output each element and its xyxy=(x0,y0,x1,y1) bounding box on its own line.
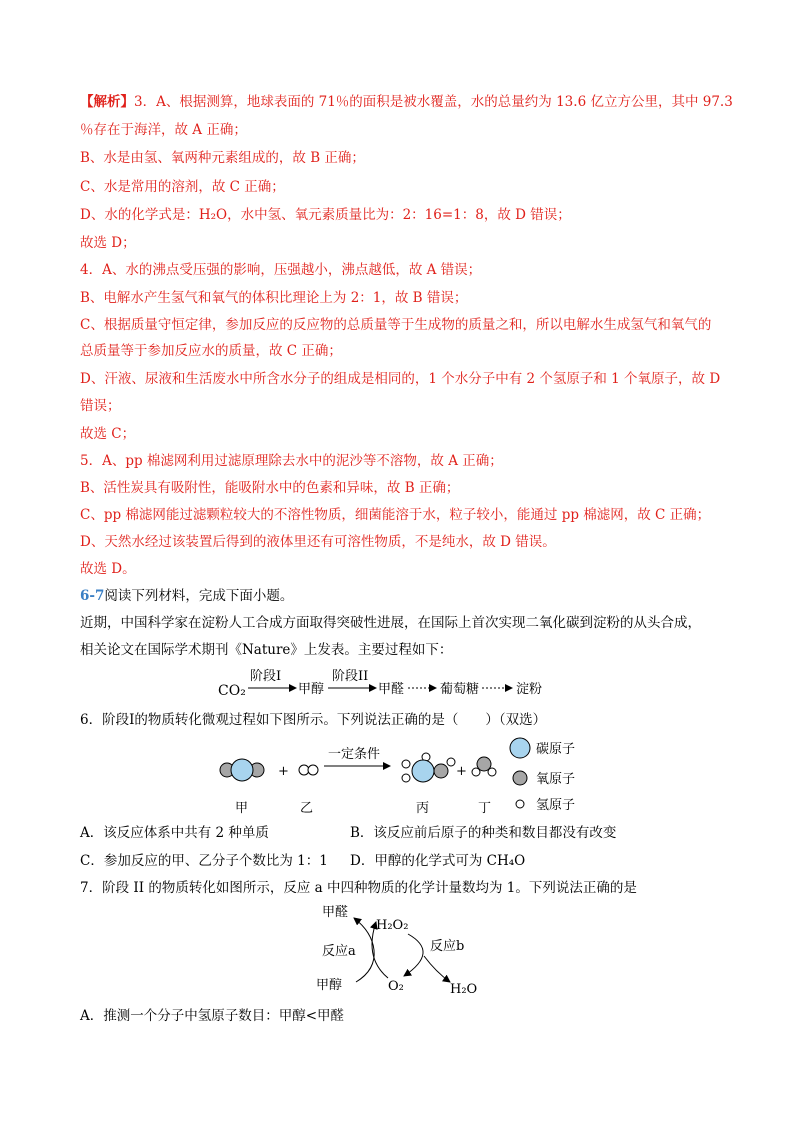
analysis-line-2: ％存在于海洋，故 A 正确； xyxy=(80,122,247,138)
process-co2: CO₂ xyxy=(218,683,246,699)
analysis-line-10: 总质量等于参加反应水的质量，故 C 正确； xyxy=(80,343,342,359)
oxygen-atom xyxy=(434,764,448,778)
label-bing: 丙 xyxy=(416,801,430,816)
analysis-label: 【解析】 xyxy=(80,94,134,110)
analysis-line-16: C、pp 棉滤网能过滤颗粒较大的不溶性物质，细菌能溶于水，粒子较小，能通过 pp 棉滤网，故 C 正确； xyxy=(80,507,711,523)
q6-option-d: D．甲醇的化学式可为 CH₄O xyxy=(350,853,526,869)
molecule-yi xyxy=(299,765,318,775)
cycle-formaldehyde: 甲醛 xyxy=(322,905,349,920)
question-6-7-para-2: 相关论文在国际学术期刊《Nature》上发表。主要过程如下： xyxy=(80,642,453,658)
cycle-reaction-b: 反应b xyxy=(430,939,465,954)
legend-carbon: 碳原子 xyxy=(536,742,576,757)
question-number: 6-7 xyxy=(80,588,105,604)
q7-option-a: A．推测一个分子中氢原子数目：甲醇<甲醛 xyxy=(80,1008,345,1024)
analysis-line-8: B、电解水产生氢气和氧气的体积比理论上为 2：1，故 B 错误； xyxy=(80,290,468,306)
legend xyxy=(510,738,575,813)
process-stage1-label: 阶段I xyxy=(250,669,282,684)
cycle-diagram xyxy=(300,900,500,1000)
q6-option-b: B．该反应前后原子的种类和数目都没有改变 xyxy=(350,825,617,841)
molecule-jia xyxy=(220,759,264,781)
label-yi: 乙 xyxy=(300,801,314,816)
molecule-ding xyxy=(472,757,496,776)
analysis-line-6: 故选 D； xyxy=(80,235,136,251)
analysis-line-14: 5．A、pp 棉滤网利用过滤原理除去水中的泥沙等不溶物，故 A 正确； xyxy=(80,453,503,469)
analysis-line-15: B、活性炭具有吸附性，能吸附水中的色素和异味，故 B 正确； xyxy=(80,480,460,496)
legend-oxygen-swatch xyxy=(513,771,527,785)
analysis-line-11: D、汗液、尿液和生活废水中所含水分子的组成是相同的，1 个水分子中有 2 个氢原子和 1 个氧原子，故 D xyxy=(80,371,721,387)
hydrogen-atom xyxy=(402,774,410,782)
process-starch: 淀粉 xyxy=(516,682,543,697)
analysis-line-12: 错误； xyxy=(80,398,121,414)
legend-hydrogen: 氢原子 xyxy=(536,798,576,813)
analysis-line-9: C、根据质量守恒定律，参加反应的反应物的总质量等于生成物的质量之和，所以电解水生成氢气和氧气的 xyxy=(80,317,712,333)
plus-sign-1: + xyxy=(278,764,289,779)
analysis-line-17: D、天然水经过该装置后得到的液体里还有可溶性物质，不是纯水，故 D 错误。 xyxy=(80,534,556,550)
oxygen-atom xyxy=(477,757,491,771)
plus-sign-2: + xyxy=(456,764,467,779)
legend-hydrogen-swatch xyxy=(516,800,524,808)
analysis-line-1: 【解析】3．A、根据测算，地球表面的 71％的面积是被水覆盖，水的总量约为 13.6 亿立方公里，其中 97.3 xyxy=(80,94,733,110)
process-methanol: 甲醇 xyxy=(298,682,325,697)
question-6-7-para-1: 近期，中国科学家在淀粉人工合成方面取得突破性进展，在国际上首次实现二氧化碳到淀粉的从头合成， xyxy=(80,615,701,631)
cycle-methanol: 甲醇 xyxy=(316,978,343,993)
process-diagram xyxy=(210,664,590,704)
hydrogen-atom xyxy=(402,760,410,768)
reaction-condition: 一定条件 xyxy=(328,747,381,762)
molecule-bing xyxy=(402,753,455,782)
reaction-a-arrow-1 xyxy=(354,918,374,982)
cycle-reaction-a: 反应a xyxy=(322,944,356,959)
molecule-diagram xyxy=(200,734,620,816)
analysis-line-13: 故选 C； xyxy=(80,426,136,442)
analysis-line-7: 4．A、水的沸点受压强的影响，压强越小，沸点越低，故 A 错误； xyxy=(80,262,482,278)
cycle-o2: O₂ xyxy=(388,979,404,994)
legend-carbon-swatch xyxy=(510,738,530,758)
label-ding: 丁 xyxy=(478,801,492,816)
q6-option-c: C．参加反应的甲、乙分子个数比为 1：1 xyxy=(80,853,328,869)
analysis-line-5: D、水的化学式是：H₂O，水中氢、氧元素质量比为：2：16=1：8，故 D 错误； xyxy=(80,207,571,223)
question-6-stem: 6．阶段I的物质转化微观过程如下图所示。下列说法正确的是（ ）（双选） xyxy=(80,712,547,728)
process-stage2-label: 阶段II xyxy=(332,669,369,684)
cycle-h2o2: H₂O₂ xyxy=(376,918,409,933)
analysis-line-18: 故选 D。 xyxy=(80,561,136,577)
reaction-b-arrow-2 xyxy=(424,956,450,982)
cycle-h2o: H₂O xyxy=(450,982,478,997)
analysis-line-4: C、水是常用的溶剂，故 C 正确； xyxy=(80,179,285,195)
reaction-b-arrow-1 xyxy=(404,934,423,976)
question-7-stem: 7．阶段 II 的物质转化如图所示，反应 a 中四种物质的化学计量数均为 1。下列说法正确的是 xyxy=(80,880,637,896)
carbon-atom xyxy=(412,760,434,782)
process-glucose: 葡萄糖 xyxy=(440,682,480,697)
hydrogen-atom xyxy=(447,758,455,766)
legend-oxygen: 氧原子 xyxy=(536,772,576,787)
q6-option-a: A．该反应体系中共有 2 种单质 xyxy=(80,825,269,841)
carbon-atom xyxy=(231,759,253,781)
analysis-line-3: B、水是由氢、氧两种元素组成的，故 B 正确； xyxy=(80,150,365,166)
label-jia: 甲 xyxy=(235,801,249,816)
question-6-7-header: 6-7阅读下列材料，完成下面小题。 xyxy=(80,588,294,604)
process-formaldehyde: 甲醛 xyxy=(378,682,405,697)
hydrogen-atom xyxy=(308,765,318,775)
